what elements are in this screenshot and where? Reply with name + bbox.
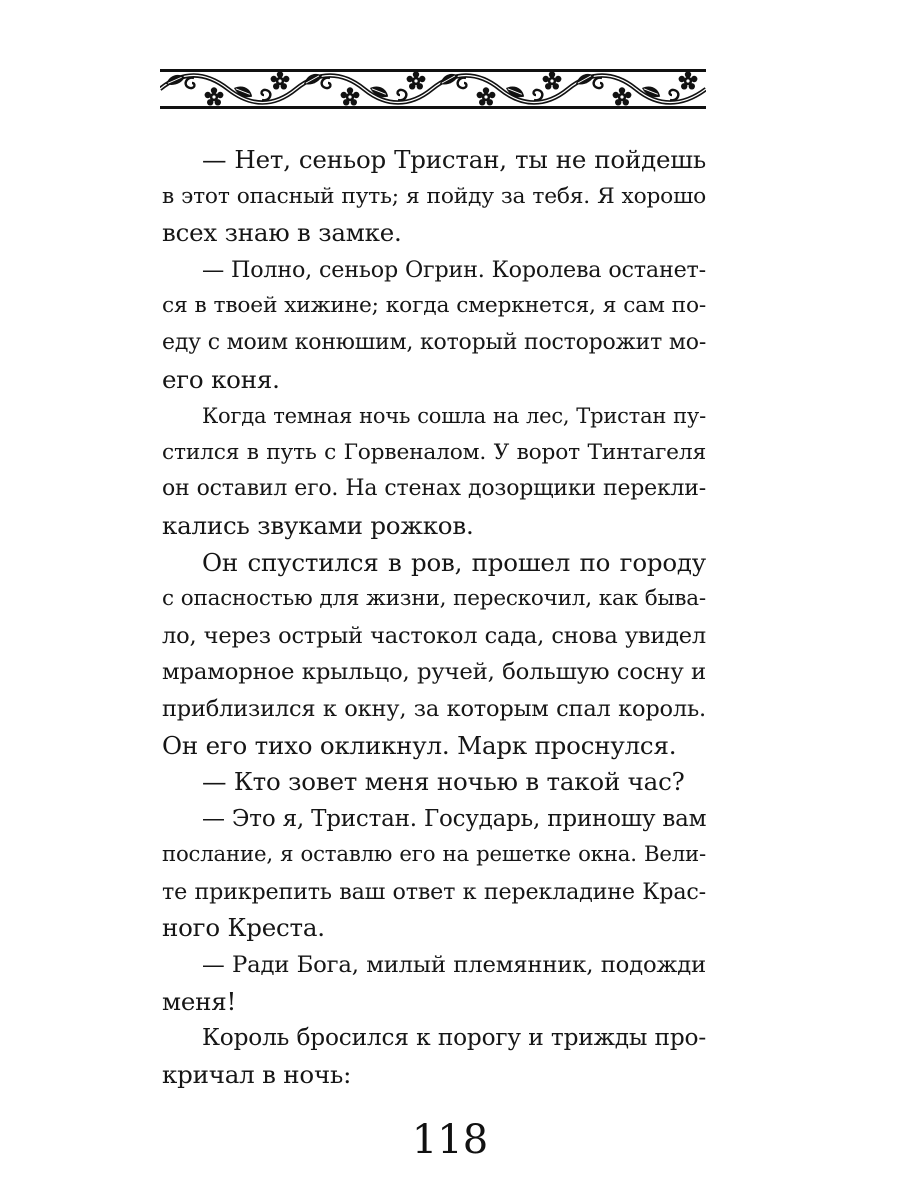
text-line: в этот опасный путь; я пойду за тебя. Я хорошо: [162, 183, 706, 209]
text-line: Он его тихо окликнул. Марк проснулся.: [162, 730, 677, 760]
text-line: Король бросился к порогу и трижды про-: [202, 1024, 706, 1052]
paragraph: [162, 252, 706, 398]
text-line: с опасностью для жизни, перескочил, как быва-: [162, 586, 706, 612]
text-line: стился в путь с Горвеналом. У ворот Тинтагеля: [162, 439, 706, 465]
paragraph: [162, 142, 706, 252]
body-text: [162, 142, 706, 1093]
text-line: ло, через острый частокол сада, снова увидел: [162, 622, 706, 649]
text-line: послание, я оставлю его на решетке окна. Вели-: [162, 842, 706, 868]
paragraph: [162, 801, 706, 947]
text-line: еду с моим конюшим, который посторожит мо-: [162, 329, 707, 355]
page-number: 118: [411, 1117, 489, 1163]
text-line: мраморное крыльцо, ручей, большую сосну и: [162, 659, 706, 686]
text-line: те прикрепить ваш ответ к перекладине Крас-: [162, 878, 706, 905]
text-line: кались звуками рожков.: [162, 510, 474, 540]
text-line: — Кто зовет меня ночью в такой час?: [202, 767, 685, 797]
text-line: Когда темная ночь сошла на лес, Тристан пу-: [202, 404, 706, 429]
text-line: приблизился к окну, за которым спал король.: [162, 695, 706, 722]
text-line: ного Креста.: [162, 913, 325, 943]
text-line: — Нет, сеньор Тристан, ты не пойдешь: [202, 145, 706, 174]
text-line: он оставил его. На стенах дозорщики перекли-: [162, 476, 706, 502]
text-line: меня!: [162, 986, 237, 1016]
paragraph: [162, 947, 706, 1020]
text-line: — Ради Бога, милый племянник, подожди: [202, 952, 706, 979]
floral-vine-border-icon: [160, 66, 706, 112]
paragraph: [162, 398, 706, 544]
paragraph: [162, 545, 706, 765]
text-line: ся в твоей хижине; когда смеркнется, я сам по-: [162, 293, 706, 319]
text-line: его коня.: [162, 364, 280, 394]
text-line: Он спустился в ров, прошел по городу: [202, 547, 706, 577]
text-line: кричал в ночь:: [162, 1059, 352, 1089]
text-line: — Это я, Тристан. Государь, приношу вам: [202, 805, 707, 832]
paragraph: [162, 764, 706, 801]
text-line: — Полно, сеньор Огрин. Королева останет-: [202, 256, 706, 283]
paragraph: [162, 1020, 706, 1093]
text-line: всех знаю в замке.: [162, 218, 402, 248]
